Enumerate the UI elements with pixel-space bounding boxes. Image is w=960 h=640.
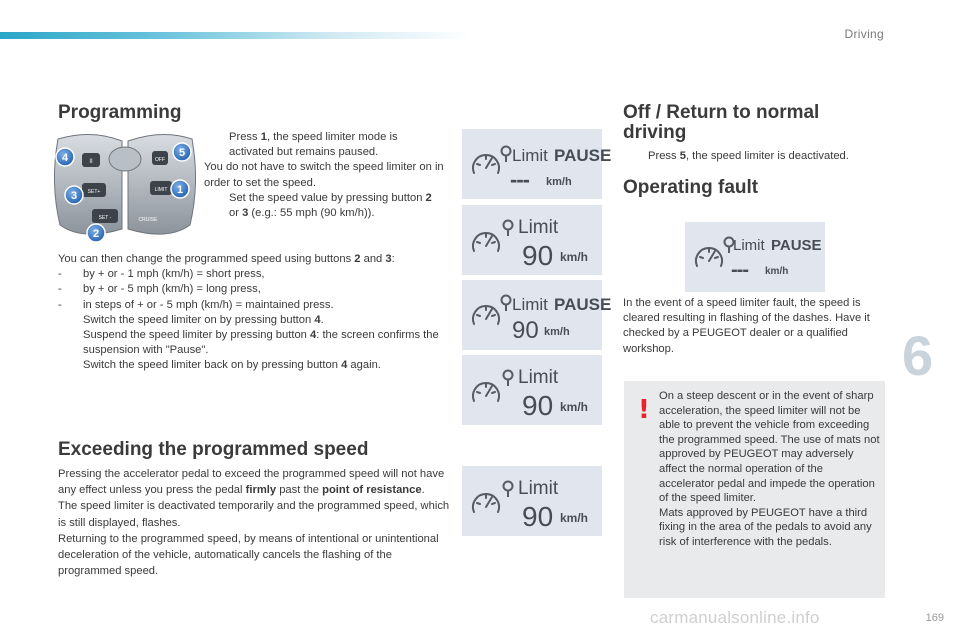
- pause-label: II: [89, 159, 93, 165]
- exceeding-text: [58, 466, 450, 579]
- fault-text: In the event of a speed limiter fault, the speed is cleared resulting in flashing of the dashes. Have it checked by a PEUGEOT dealer or a qualified workshop.: [623, 297, 870, 355]
- exceeding-paragraph-1: Pressing the accelerator pedal to exceed the programmed speed will not have any effect unless you press the pedal firmly past the point of resistance.: [58, 468, 445, 497]
- speedometer-icon: [696, 248, 722, 266]
- dash-item: - by + or - 5 mph (km/h) = long press,: [58, 283, 261, 296]
- warning-box: [624, 381, 885, 598]
- step-suspend: Suspend the speed limiter by pressing button 4: the screen confirms the suspension with "Pause".: [83, 329, 439, 357]
- speed-dashes: ---: [510, 167, 529, 192]
- programming-heading: Programming: [58, 102, 182, 123]
- section-title: Driving: [844, 27, 884, 41]
- speed-dashes: ---: [731, 259, 748, 281]
- speed-value: 90: [512, 317, 539, 344]
- display-limit-pause-90: [462, 280, 612, 350]
- steering-wheel-controls-illustration: [52, 129, 198, 245]
- warning-text: [659, 389, 881, 550]
- svg-text:4: 4: [61, 152, 69, 164]
- svg-text:1: 1: [176, 184, 184, 196]
- dash-item: - by + or - 1 mph (km/h) = short press,: [58, 268, 265, 281]
- pause-word: PAUSE: [554, 146, 612, 165]
- button-2-marker: [87, 224, 105, 242]
- off-label: OFF: [155, 157, 165, 163]
- warning-paragraph-2: Mats approved by PEUGEOT have a third fixing in the area of the pedals to avoid any risk of interference with the pedals.: [659, 506, 872, 548]
- unit-label: km/h: [544, 326, 570, 338]
- exceeding-paragraph-3: Returning to the programmed speed, by means of intentional or unintentional deceleration of the vehicle, automatically cancels the flashing of the programmed speed.: [58, 532, 439, 578]
- step-press-1: Press 1, the speed limiter mode is activated but remains paused.: [229, 131, 398, 159]
- button-5-marker: [173, 143, 191, 161]
- pause-word: PAUSE: [771, 237, 822, 254]
- chapter-number: 6: [902, 324, 934, 387]
- exceeding-heading: Exceeding the programmed speed: [58, 439, 369, 460]
- display-limit-90-second: [462, 355, 602, 425]
- svg-text:5: 5: [178, 147, 186, 159]
- step-switch-back: Switch the speed limiter back on by pressing button 4 again.: [83, 359, 381, 372]
- display-limit-90-flashing: [462, 466, 602, 536]
- limit-word: Limit: [518, 478, 559, 499]
- pause-word: PAUSE: [554, 295, 612, 314]
- limit-bulb-icon: [502, 147, 511, 163]
- speed-value: 90: [522, 501, 554, 532]
- step-switch-on: Switch the speed limiter on by pressing button 4.: [83, 313, 324, 326]
- wheel-hub: [109, 147, 141, 171]
- speedometer-icon: [473, 155, 499, 173]
- limit-bulb-icon: [502, 296, 511, 312]
- button-3-marker: [65, 186, 83, 204]
- limit-bulb-icon: [504, 371, 513, 387]
- exceeding-paragraph-2: The speed limiter is deactivated temporarily and the programmed speed, which is still displayed, flashes.: [58, 500, 450, 529]
- limit-word: Limit: [733, 237, 765, 254]
- watermark: carmanualsonline.info: [650, 608, 820, 627]
- button-4-marker: [56, 148, 74, 166]
- warning-paragraph-1: On a steep descent or in the event of sharp acceleration, the speed limiter will not be able to prevent the vehicle from exceeding the programmed speed. The use of mats not approved by PEUGEOT may adversely affect the normal operation of the accelerator pedal and impede the operation of the speed limiter.: [659, 390, 880, 505]
- limit-bulb-icon: [504, 221, 513, 237]
- unit-label: km/h: [560, 400, 589, 414]
- limit-word: Limit: [512, 146, 548, 165]
- off-return-heading: Off / Return to normal driving: [623, 102, 820, 143]
- set-minus-label: SET -: [98, 215, 112, 221]
- limit-word: Limit: [512, 295, 548, 314]
- svg-text:3: 3: [70, 190, 78, 202]
- programming-steps: [204, 130, 444, 221]
- unit-label: km/h: [560, 250, 589, 264]
- speedometer-icon: [473, 306, 499, 324]
- speedometer-icon: [473, 494, 499, 512]
- limit-word: Limit: [518, 217, 559, 238]
- programming-details: [58, 252, 450, 374]
- speed-value: 90: [522, 240, 554, 271]
- speed-value: 90: [522, 390, 554, 421]
- off-return-step: Press 5, the speed limiter is deactivated.: [648, 150, 849, 162]
- header-accent-bar: [0, 32, 470, 39]
- limit-label: LIMIT: [154, 187, 168, 193]
- unit-label: km/h: [765, 266, 789, 277]
- step-set-speed: Set the speed value by pressing button 2 or 3 (e.g.: 55 mph (90 km/h)).: [229, 191, 432, 220]
- speedometer-icon: [473, 233, 499, 251]
- set-plus-label: SET+: [87, 189, 101, 195]
- display-limit-pause-dashes: [462, 129, 612, 199]
- limit-bulb-icon: [504, 482, 513, 498]
- dash-item: - in steps of + or - 5 mph (km/h) = maintained press.: [58, 298, 334, 311]
- unit-label: km/h: [546, 176, 572, 188]
- operating-fault-heading: Operating fault: [623, 177, 759, 198]
- display-fault-limit-pause: [685, 222, 825, 292]
- page-number: 169: [925, 612, 944, 624]
- unit-label: km/h: [560, 511, 589, 525]
- cruise-label: CRUISE: [138, 217, 158, 223]
- speedometer-icon: [473, 383, 499, 401]
- display-limit-90: [462, 205, 602, 275]
- button-1-marker: [171, 180, 189, 198]
- change-speed-text: You can then change the programmed speed using buttons 2 and 3:: [58, 253, 395, 265]
- svg-text:2: 2: [92, 228, 100, 240]
- warning-icon: !: [638, 395, 650, 425]
- limit-word: Limit: [518, 367, 559, 388]
- switch-note: You do not have to switch the speed limiter on in order to set the speed.: [204, 161, 444, 189]
